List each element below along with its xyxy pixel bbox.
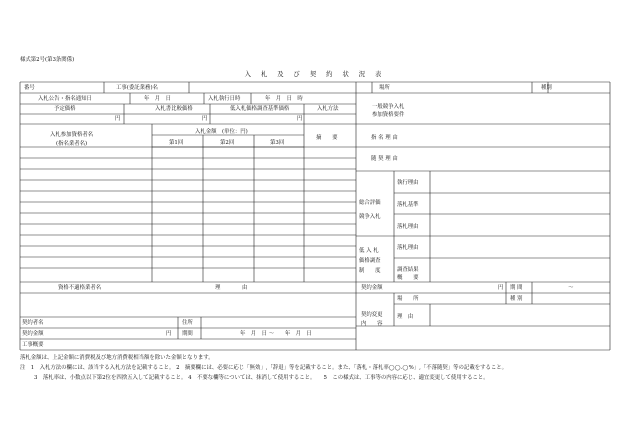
low-bid-award-reason-label: 落札理由 bbox=[397, 245, 419, 251]
note-line-1: 落札金額は、上記金額に消費税及び地方消費税相当額を除いた金額となります。 bbox=[20, 355, 214, 361]
contract-period-label: 期 間 bbox=[510, 285, 523, 291]
comparison-price-label: 入札書比較価格 bbox=[155, 106, 193, 112]
award-reason-label: 落札理由 bbox=[397, 224, 419, 230]
work-summary-label: 工事概要 bbox=[22, 342, 44, 348]
form-number: 様式第2号(第3条関係) bbox=[20, 57, 75, 63]
contract-amount-label: 契約金額 bbox=[361, 285, 383, 291]
bottom-contract-amount-label: 契約金額 bbox=[22, 331, 44, 337]
note-line-2: 注 1 入札方法の欄には、該当する入札方法を記載すること。 2 摘要欄には、必要に応じ「無効」,「辞退」等を記載すること。また、「落札・落札率◯◯.◯%」,「不落随契」等の記載をすること。 bbox=[20, 365, 508, 371]
disqualified-reason-label: 理 由 bbox=[215, 285, 248, 291]
contract-amount-yen: 円 bbox=[498, 285, 504, 291]
execution-reason-label: 執行理由 bbox=[397, 180, 419, 186]
disqualified-label: 資格不適格業者名 bbox=[58, 285, 102, 291]
bottom-yen: 円 bbox=[166, 331, 172, 337]
bid-datetime-label: 入札執行日時 bbox=[208, 96, 241, 102]
location-label: 場所 bbox=[379, 85, 390, 91]
document-title: 入 札 及 び 契 約 状 況 表 bbox=[244, 71, 386, 78]
number-label: 番号 bbox=[24, 85, 35, 91]
bottom-period-value: 年 月 日 ～ 年 月 日 bbox=[240, 331, 312, 337]
yen-unit-3: 円 bbox=[297, 116, 303, 122]
bid-datetime-value: 年 月 日 時 bbox=[265, 96, 303, 102]
contractor-label: 契約者名 bbox=[22, 320, 44, 326]
round-1-header: 第1回 bbox=[169, 140, 184, 146]
contract-reason-label: 随 契 理 由 bbox=[371, 156, 398, 162]
bottom-period-label: 期間 bbox=[182, 331, 193, 337]
note-line-3: 3 落札率は、小数点以下第2位を四捨五入して記載すること。 4 不要な欄等については、抹消して使用すること。 5 この様式は、工事等の内容に応じ、適宜変更して使用すること。 bbox=[34, 375, 489, 381]
general-requirements-label: 一般競争入札 参加資格要件 bbox=[372, 104, 405, 119]
yen-unit-1: 円 bbox=[115, 116, 121, 122]
round-2-header: 第2回 bbox=[220, 140, 235, 146]
summary-header: 摘 要 bbox=[316, 135, 338, 141]
comprehensive-evaluation-label: 総合評価 競争入札 bbox=[359, 200, 381, 221]
award-standard-label: 落札基準 bbox=[397, 202, 419, 208]
round-3-header: 第3回 bbox=[270, 140, 285, 146]
bid-method-label: 入札方法 bbox=[317, 106, 339, 112]
investigation-summary-label: 調査結果 概 要 bbox=[397, 267, 419, 282]
place-label: 場 所 bbox=[397, 296, 419, 302]
notice-date-label: 入札公告・指名通知日 bbox=[38, 96, 92, 102]
low-bid-standard-label: 低入札価格調査基準価格 bbox=[230, 106, 290, 112]
change-reason-label: 理 由 bbox=[397, 314, 414, 320]
contract-category-label: 種 別 bbox=[510, 296, 523, 302]
planned-price-label: 予定価格 bbox=[54, 106, 76, 112]
qualified-bidders-label: 入札参加資格者名 (指名業者名) bbox=[50, 132, 94, 147]
nomination-reason-label: 指 名 理 由 bbox=[371, 135, 398, 141]
notice-date-value: 年 月 日 bbox=[144, 96, 171, 102]
category-label: 種別 bbox=[541, 85, 552, 91]
bid-amount-header: 入札金額 (単位：円) bbox=[195, 129, 248, 135]
low-bid-system-label: 低 入 札 価格調査 制 度 bbox=[359, 248, 381, 274]
yen-unit-2: 円 bbox=[202, 116, 208, 122]
period-tilde: ～ bbox=[568, 285, 574, 291]
work-name-label: 工事(委託業務)名 bbox=[116, 85, 158, 91]
address-label: 住所 bbox=[182, 320, 193, 326]
contract-change-label: 契約変更 内 容 bbox=[361, 312, 383, 328]
